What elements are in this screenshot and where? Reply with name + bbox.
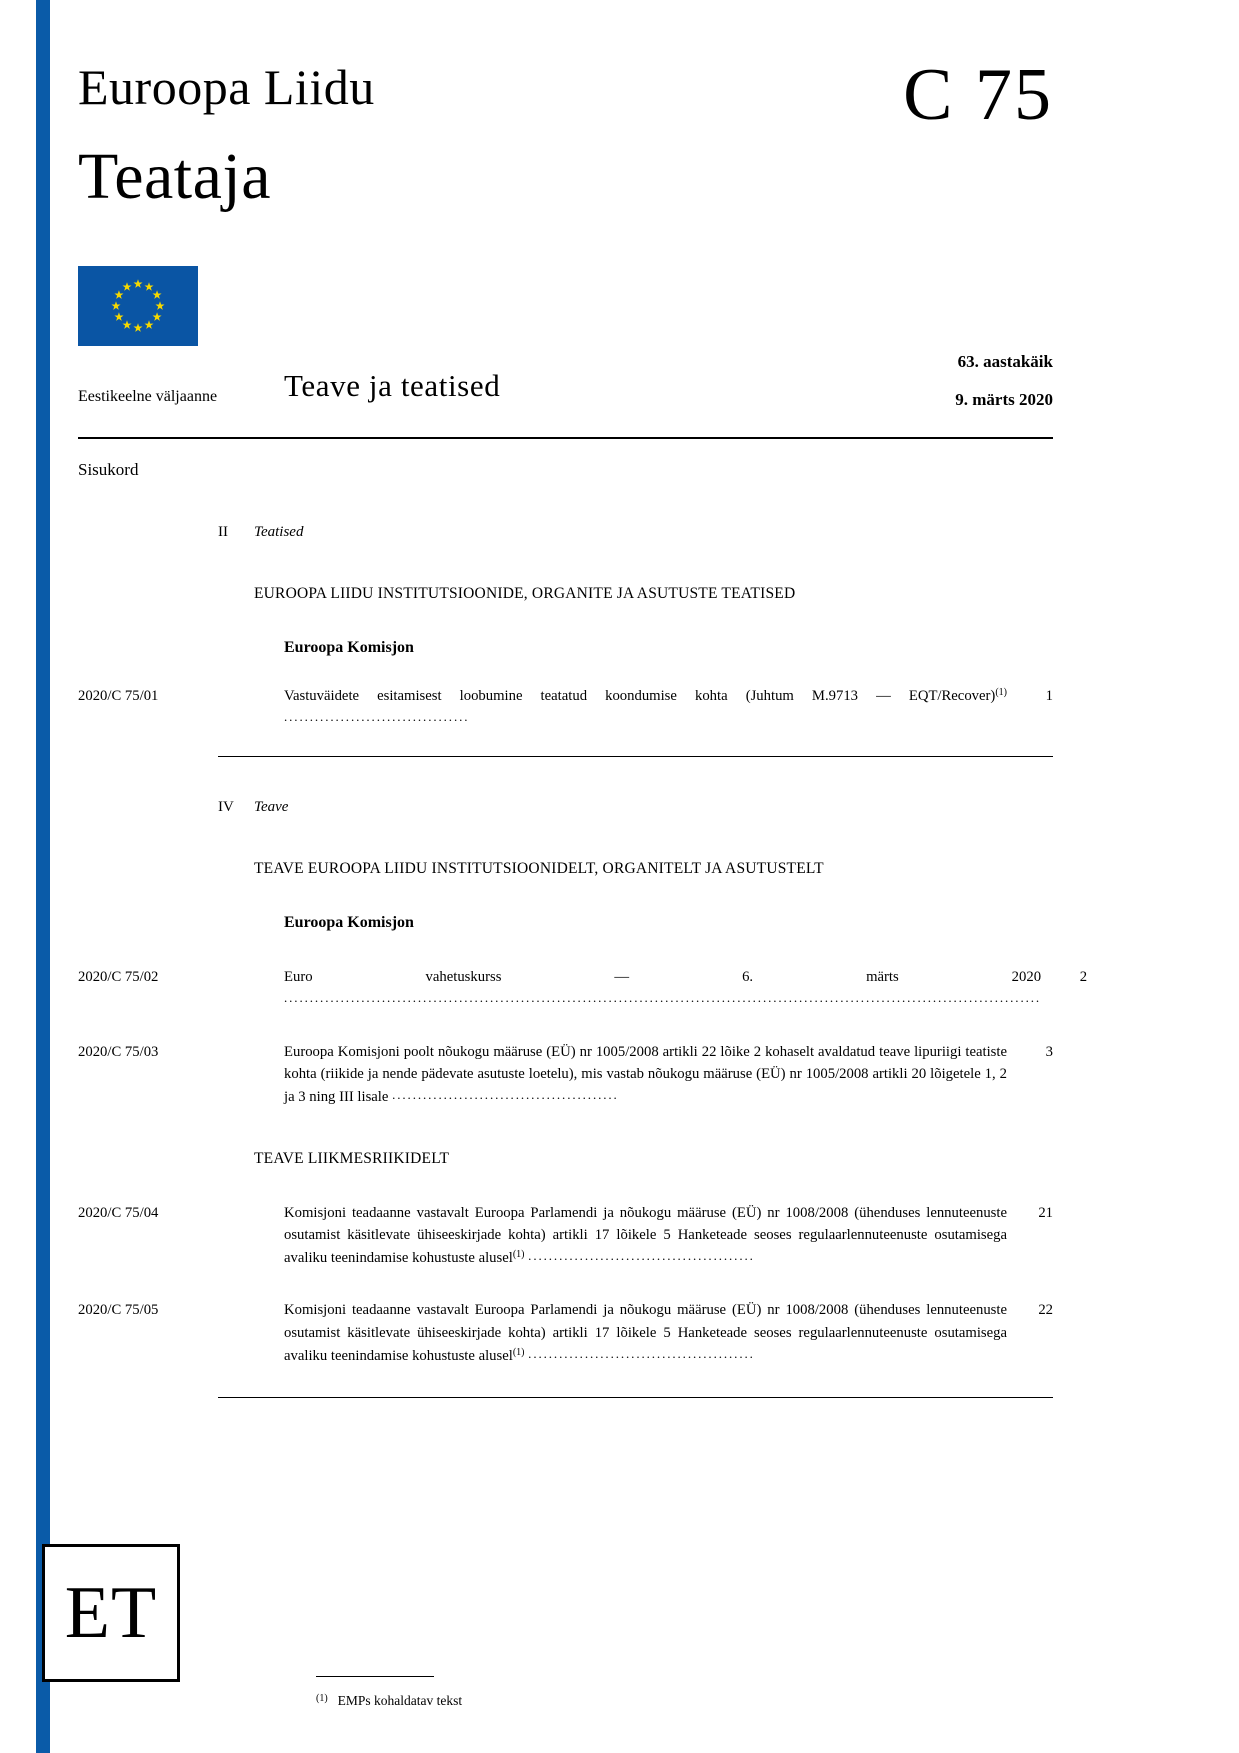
edition-row [78, 352, 1053, 424]
section-divider-2 [218, 1397, 1053, 1398]
part-heading-ii [218, 524, 1053, 541]
leader-dots: ............................................ [528, 1248, 755, 1264]
entry-body [284, 685, 1007, 730]
footnote-label: EMPs kohaldatav tekst [337, 1693, 463, 1708]
entry-title: Komisjoni teadaanne vastavalt Euroopa Parlamendi ja nõukogu määruse (EÜ) nr 1008/2008 (ühenduses lennuteenuste osutamist käsitlevate ühiseeskirjade kohta) artikli 17 lõikele 5 Hanketeade seoses regulaarlennuteenuste osutamisega avaliku teenindamise kohustuste alusel [284, 1302, 1007, 1364]
section-title-member-states: TEAVE LIIKMESRIIKIDELT [254, 1150, 450, 1168]
page-content [78, 0, 1088, 1753]
part-heading-iv [218, 799, 1053, 816]
entry-body [284, 1041, 1007, 1108]
series-code: C 75 [903, 54, 1053, 136]
entry-page-number: 22 [1038, 1302, 1053, 1319]
entry-text [284, 1041, 1007, 1108]
entry-text [284, 1202, 1007, 1269]
leader-dots: ................................................................................................................................................... [284, 990, 1042, 1006]
entry-id: 2020/C 75/02 [78, 969, 159, 986]
entry-body [284, 1202, 1007, 1269]
footnote-block [316, 1676, 1016, 1709]
section-divider-1 [218, 756, 1053, 757]
organisation-title-commission-1: Euroopa Komisjon [284, 639, 414, 656]
european-union-flag-icon [78, 266, 198, 346]
toc-entry-2020-c-75-01[interactable] [78, 685, 1053, 730]
entry-text [284, 966, 1041, 1011]
footnote-rule [316, 1676, 434, 1677]
toc-entry-2020-c-75-02[interactable] [78, 966, 1088, 1011]
entry-footnote-ref: (1) [995, 687, 1007, 698]
entry-footnote-ref: (1) [512, 1249, 525, 1261]
edition-date: 9. märts 2020 [955, 390, 1053, 409]
entry-title: Vastuväidete esitamisest loobumine teatatud koondumise kohta (Juhtum M.9713 — EQT/Recover) [284, 688, 996, 704]
contents-label: Sisukord [78, 460, 139, 479]
toc-entry-2020-c-75-03[interactable] [78, 1041, 1053, 1108]
entry-page-number: 2 [1079, 969, 1088, 986]
left-blue-margin-bar [36, 0, 50, 1753]
leader-dots: ............................................ [392, 1087, 619, 1103]
section-title-institutions-notices: EUROOPA LIIDU INSTITUTSIOONIDE, ORGANITE JA ASUTUSTE TEATISED [254, 585, 796, 602]
journal-title-line1: Euroopa Liidu [78, 59, 375, 115]
entry-text [284, 1299, 1007, 1366]
entry-text [284, 685, 1007, 730]
entry-page-number: 3 [1045, 1044, 1053, 1061]
part-name: Teatised [254, 524, 304, 540]
language-code-box [42, 1544, 180, 1682]
table-of-contents [78, 460, 1088, 1398]
entry-title: Euro vahetuskurss — 6. märts 2020 [284, 969, 1042, 986]
organisation-title-commission-2: Euroopa Komisjon [284, 914, 414, 932]
entry-id: 2020/C 75/01 [78, 688, 159, 704]
part-numeral: IV [218, 799, 234, 816]
entry-page-number: 21 [1038, 1205, 1053, 1222]
entry-id: 2020/C 75/03 [78, 1044, 159, 1061]
entry-title: Euroopa Komisjoni poolt nõukogu määruse (EÜ) nr 1005/2008 artikli 22 lõike 2 kohaselt avaldatud teave lipuriigi teatiste kohta (riikide ja nende pädevate asutuste loetelu), mis vastab nõukogu määruse (EÜ) nr 1005/2008 artikli 20 lõigetele 1, 2 ja 3 ning III lisale [284, 1044, 1007, 1106]
toc-entry-2020-c-75-05[interactable] [78, 1299, 1053, 1366]
toc-entry-2020-c-75-04[interactable] [78, 1202, 1053, 1269]
leader-dots: .................................... [284, 709, 470, 725]
edition-language-label: Eestikeelne väljaanne [78, 388, 218, 405]
edition-kind-title: Teave ja teatised [284, 368, 501, 403]
entry-body [284, 1299, 1007, 1366]
entry-footnote-ref: (1) [512, 1346, 525, 1358]
footnote-text [316, 1693, 1016, 1709]
part-name: Teave [254, 799, 289, 816]
part-numeral: II [218, 524, 228, 540]
footnote-marker: (1) [316, 1693, 328, 1704]
journal-title-line2: Teataja [78, 140, 272, 213]
masthead [78, 0, 1053, 300]
entry-page-number: 1 [1045, 688, 1053, 704]
language-code: ET [64, 1572, 158, 1654]
entry-id: 2020/C 75/05 [78, 1302, 159, 1319]
section-title-information-institutions: TEAVE EUROOPA LIIDU INSTITUTSIOONIDELT, ORGANITELT JA ASUTUSTELT [254, 860, 824, 878]
entry-id: 2020/C 75/04 [78, 1205, 159, 1222]
entry-title: Komisjoni teadaanne vastavalt Euroopa Parlamendi ja nõukogu määruse (EÜ) nr 1008/2008 (ühenduses lennuteenuste osutamist käsitlevate ühiseeskirjade kohta) artikli 17 lõikele 5 Hanketeade seoses regulaarlennuteenuste osutamisega avaliku teenindamise kohustuste alusel [284, 1205, 1007, 1267]
leader-dots: ............................................ [528, 1345, 755, 1361]
header-divider [78, 437, 1053, 439]
entry-body [284, 966, 1041, 1011]
edition-volume: 63. aastakäik [957, 352, 1053, 371]
